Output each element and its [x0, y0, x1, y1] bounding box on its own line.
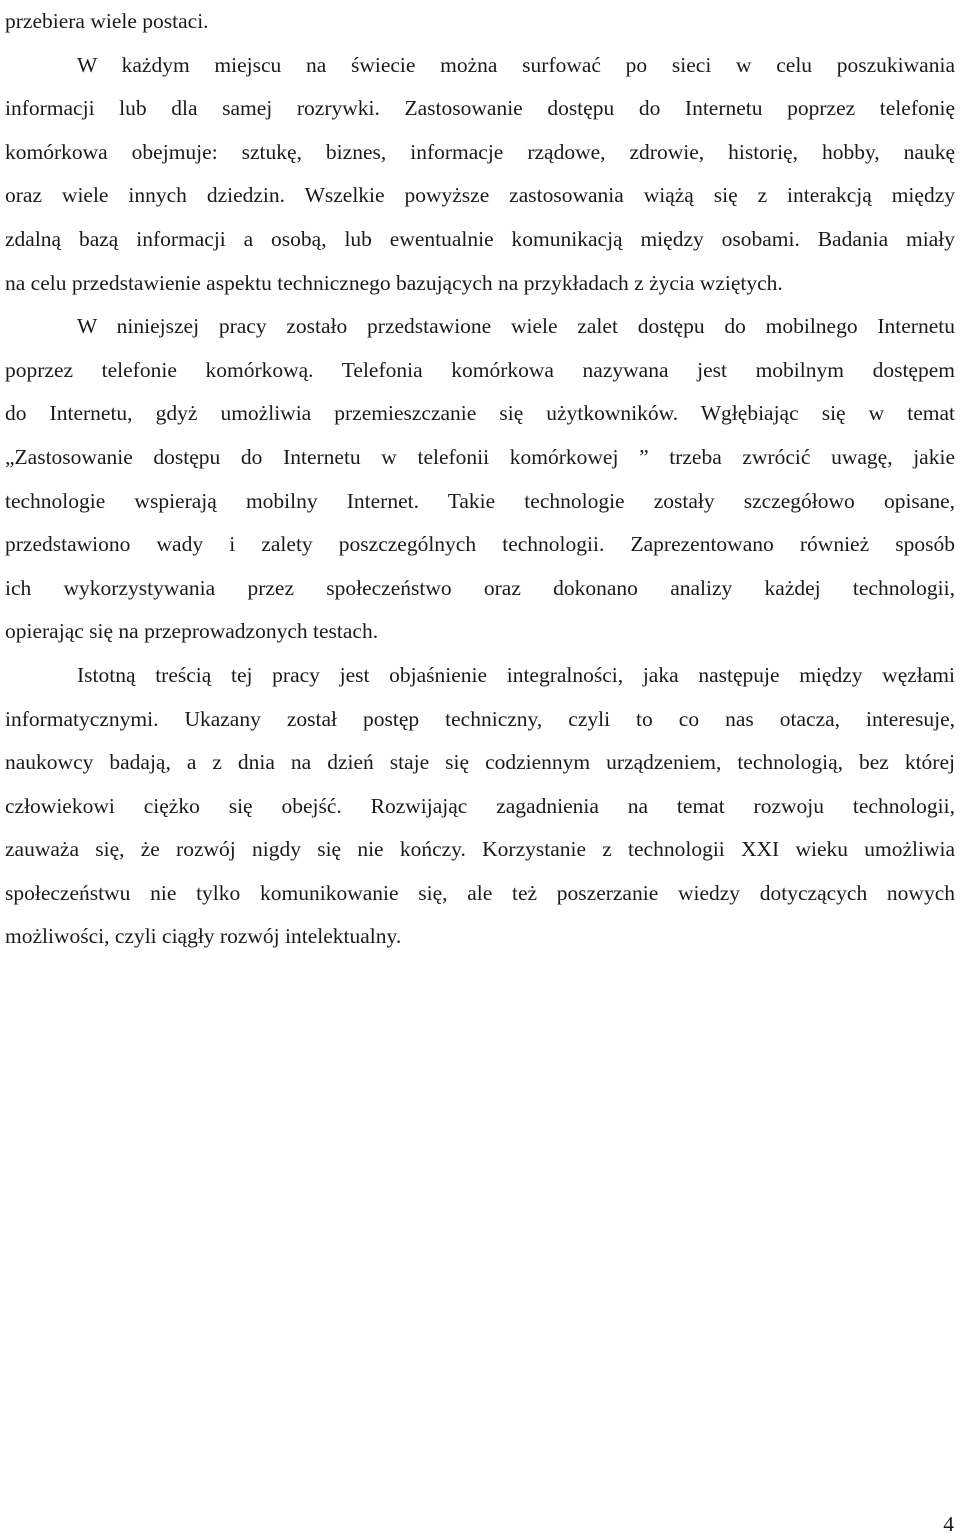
text-line: ich wykorzystywania przez społeczeństwo oraz dokonano analizy każdej technologii,	[5, 575, 955, 600]
text-line: przedstawiono wady i zalety poszczególnych technologii. Zaprezentowano również sposób	[5, 532, 955, 557]
text-line: informacji lub dla samej rozrywki. Zastosowanie dostępu do Internetu poprzez telefonię	[5, 96, 955, 121]
text-line: do Internetu, gdyż umożliwia przemieszczanie się użytkowników. Wgłębiając się w temat	[5, 401, 955, 426]
text-line: przebiera wiele postaci.	[5, 9, 209, 33]
body-text	[5, 0, 955, 959]
text-line: opierając się na przeprowadzonych testach.	[5, 619, 379, 644]
text-line: W niniejszej pracy zostało przedstawione wiele zalet dostępu do mobilnego Internetu	[77, 314, 955, 339]
text-line: zdalną bazą informacji a osobą, lub ewentualnie komunikacją między osobami. Badania miały	[5, 226, 955, 251]
text-line: naukowcy badają, a z dnia na dzień staje się codziennym urządzeniem, technologią, bez której	[5, 750, 955, 775]
text-line: Istotną treścią tej pracy jest objaśnienie integralności, jaka następuje między węzłami	[77, 662, 955, 687]
text-line: komórkowa obejmuje: sztukę, biznes, informacje rządowe, zdrowie, historię, hobby, naukę	[5, 139, 955, 164]
text-line: poprzez telefonie komórkową. Telefonia komórkowa nazywana jest mobilnym dostępem	[5, 357, 955, 382]
text-line: zauważa się, że rozwój nigdy się nie kończy. Korzystanie z technologii XXI wieku umożliwia	[5, 837, 955, 862]
page-number: 4	[943, 1512, 954, 1536]
text-line: „Zastosowanie dostępu do Internetu w telefonii komórkowej ” trzeba zwrócić uwagę, jakie	[5, 444, 955, 469]
text-line: W każdym miejscu na świecie można surfować po sieci w celu poszukiwania	[77, 52, 955, 77]
text-line: na celu przedstawienie aspektu technicznego bazujących na przykładach z życia wziętych.	[5, 270, 783, 295]
text-line: technologie wspierają mobilny Internet. Takie technologie zostały szczegółowo opisane,	[5, 488, 955, 513]
text-line: oraz wiele innych dziedzin. Wszelkie powyższe zastosowania wiążą się z interakcją między	[5, 183, 955, 208]
text-line: informatycznymi. Ukazany został postęp techniczny, czyli to co nas otacza, interesuje,	[5, 706, 955, 731]
text-line: możliwości, czyli ciągły rozwój intelektualny.	[5, 924, 402, 949]
text-line: człowiekowi ciężko się obejść. Rozwijając zagadnienia na temat rozwoju technologii,	[5, 793, 955, 818]
text-line: społeczeństwu nie tylko komunikowanie się, ale też poszerzanie wiedzy dotyczących nowych	[5, 880, 955, 905]
